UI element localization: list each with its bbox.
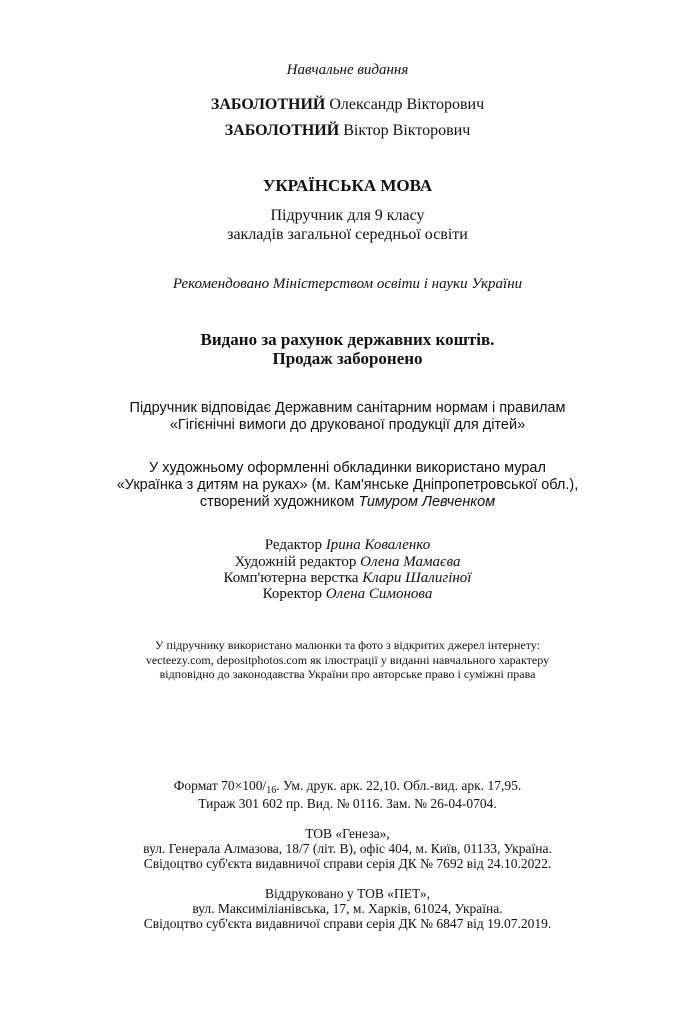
format-prefix: Формат 70×100/ [173,778,267,793]
images-note-line2: vecteezy.com, depositphotos.com як ілюстрації у виданні навчального характеру [145,653,550,667]
cover-artist-name: Тимуром Левченком [358,494,496,510]
format-subscript: 16 [266,785,277,796]
publisher-certificate: Свідоцтво суб'єкта видавничої справи серія ДК № 7692 від 24.10.2022. [143,856,552,871]
credit-name: Олена Мамаєва [360,554,461,570]
credit-art-editor [0,555,695,570]
publisher-name: ТОВ «Генеза», [305,826,390,841]
author-2 [0,123,695,139]
sanitary-line1: Підручник відповідає Державним санітарним нормам і правилам [129,400,566,416]
printer-address: вул. Максиміліанівська, 17, м. Харків, 61024, Україна. [192,901,503,916]
author-1-surname: ЗАБОЛОТНИЙ [210,96,326,113]
credit-editor [0,538,695,553]
images-note-line1: У підручнику використано малюнки та фото з відкритих джерел інтернету: [155,638,540,652]
sanitary-line2: «Гігієнічні вимоги до друкованої продукції для дітей» [169,417,526,433]
credit-name: Ірина Коваленко [325,537,431,553]
author-1 [0,97,695,113]
imprint-format [0,778,695,796]
credit-role: Комп'ютерна верстка [223,570,363,586]
format-rest: . Ум. друк. арк. 22,10. Обл.-вид. арк. 17,95. [276,778,522,793]
credit-name: Клари Шалигіної [362,570,472,586]
recommendation: Рекомендовано Міністерством освіти і науки України [172,276,523,292]
imprint-print-run: Тираж 301 602 пр. Вид. № 0116. Зам. № 26-04-0704. [198,796,497,811]
images-note-line3: відповідно до законодавства України про авторське право і суміжні права [159,667,536,681]
cover-note-line2: «Українка з дитям на руках» (м. Кам'янське Дніпропетровської обл.), [116,477,579,493]
credit-layout [0,571,695,586]
credit-role: Коректор [262,586,326,602]
sale-prohibited-notice: Продаж заборонено [272,349,423,368]
cover-note-line3 [0,495,695,510]
printer-name: Віддруковано у ТОВ «ПЕТ», [264,886,431,901]
author-1-given: Олександр Вікторович [329,96,485,113]
publisher-address: вул. Генерала Алмазова, 18/7 (літ. В), офіс 404, м. Київ, 01133, Україна. [143,841,552,856]
printer-certificate: Свідоцтво суб'єкта видавничої справи серія ДК № 6847 від 19.07.2019. [143,916,552,931]
book-subtitle-line1: Підручник для 9 класу [270,207,425,224]
author-2-surname: ЗАБОЛОТНИЙ [224,122,340,139]
cover-artist-prefix: створений художником [199,494,359,510]
credit-proofreader [0,587,695,602]
author-2-given: Віктор Вікторович [343,122,471,139]
cover-note-line1: У художньому оформленні обкладинки використано мурал [149,460,546,476]
edition-type: Навчальне видання [286,62,409,78]
book-title: УКРАЇНСЬКА МОВА [262,176,433,195]
credit-role: Редактор [264,537,326,553]
credit-role: Художній редактор [234,554,361,570]
book-subtitle-line2: закладів загальної середньої освіти [227,226,468,243]
state-funded-notice: Видано за рахунок державних коштів. [200,330,495,349]
credit-name: Олена Симонова [325,586,433,602]
